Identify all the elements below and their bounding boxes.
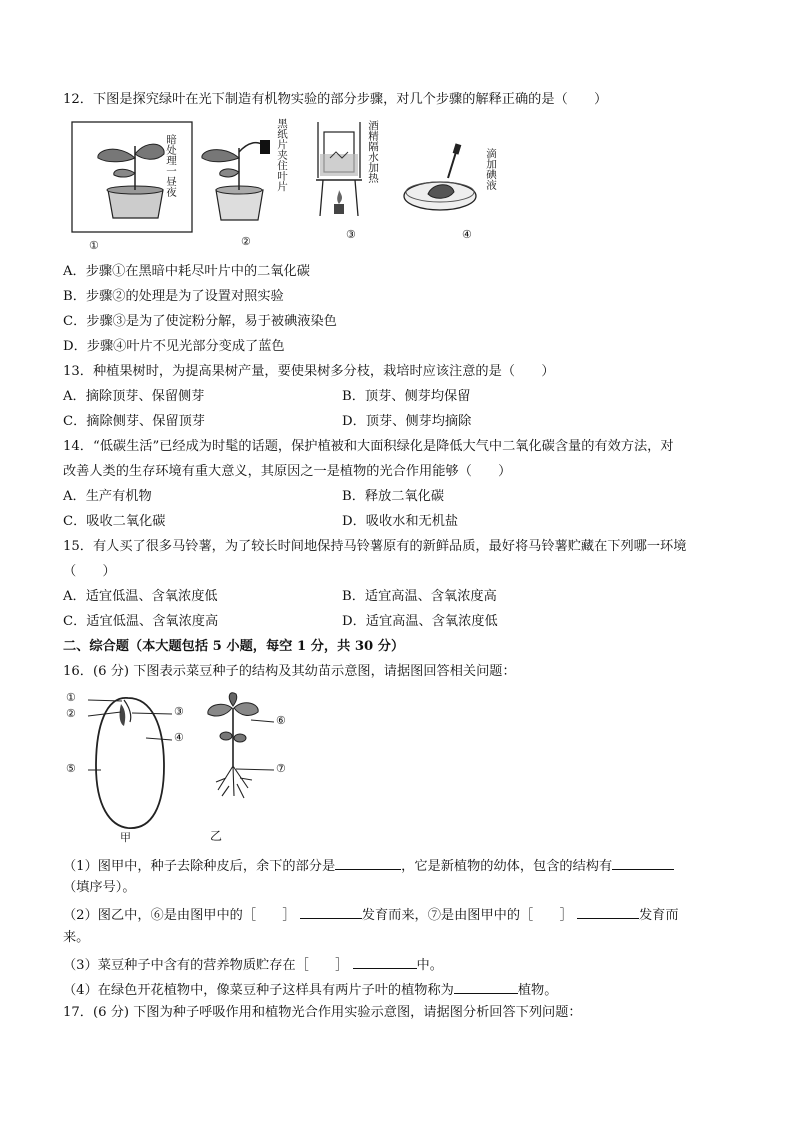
step3-water-bath-illustration	[316, 122, 362, 216]
q15-option-c: C．适宜低温、含氧浓度高	[63, 614, 219, 629]
caption-yi: 乙	[210, 829, 223, 843]
q16-p1-blank-2[interactable]	[612, 855, 674, 870]
step2-black-paper-illustration	[202, 140, 270, 220]
q12-option-b: B．步骤②的处理是为了设置对照实验	[63, 289, 284, 304]
q14-option-c: C．吸收二氧化碳	[63, 514, 166, 529]
q15-option-b: B．适宜高温、含氧浓度高	[342, 589, 497, 604]
q17-stem: 17．(6 分) 下图为种子呼吸作用和植物光合作用实验示意图，请据图分析回答下列问题：	[63, 1005, 582, 1020]
seed-label-4: ④	[174, 731, 184, 744]
q15-stem-line1: 15．有人买了很多马铃薯，为了较长时间地保持马铃薯原有的新鲜品质，最好将马铃薯贮藏在下列哪一环境	[63, 539, 687, 554]
q16-part3	[63, 954, 443, 975]
q16-p3-blank[interactable]	[353, 954, 417, 969]
q16-p3-text-b: 中。	[416, 958, 443, 973]
seedling-label-6: ⑥	[276, 714, 286, 727]
q15-option-d: D．适宜高温、含氧浓度低	[342, 614, 498, 629]
q15-option-a: A．适宜低温、含氧浓度低	[63, 589, 218, 604]
section-2-heading: 二、综合题（本大题包括 5 小题，每空 1 分，共 30 分）	[63, 639, 405, 654]
step1-label: 暗处理一昼夜	[165, 134, 177, 197]
seed-label-5: ⑤	[66, 762, 76, 775]
q13-option-a: A．摘除顶芽、保留侧芽	[63, 389, 205, 404]
q15-stem-line2: （ ）	[63, 564, 116, 579]
q16-part2-line2: 来。	[63, 930, 90, 945]
q12-figure-svg	[68, 118, 508, 253]
q16-p4-blank[interactable]	[454, 979, 518, 994]
q12-figure	[68, 118, 508, 253]
bean-seed-illustration	[88, 698, 172, 828]
seedling-label-7: ⑦	[276, 762, 286, 775]
q12-option-c: C．步骤③是为了使淀粉分解，易于被碘液染色	[63, 314, 337, 329]
q16-p4-text-a: （4）在绿色开花植物中，像菜豆种子这样具有两片子叶的植物称为	[63, 983, 454, 998]
step4-iodine-dish-illustration	[404, 143, 476, 210]
step4-label: 滴加碘液	[485, 148, 497, 190]
step3-label: 酒精隔水加热	[367, 120, 379, 183]
q14-option-d: D．吸收水和无机盐	[342, 514, 459, 529]
q14-stem-line2: 改善人类的生存环境有重大意义，其原因之一是植物的光合作用能够（ ）	[63, 464, 512, 479]
step4-number: ④	[462, 228, 472, 241]
q16-part4	[63, 979, 557, 1000]
q12-option-d: D．步骤④叶片不见光部分变成了蓝色	[63, 339, 285, 354]
q16-figure	[66, 686, 306, 844]
bean-seedling-illustration	[208, 693, 274, 798]
q13-option-b: B．顶芽、侧芽均保留	[342, 389, 471, 404]
seed-label-3: ③	[174, 705, 184, 718]
step2-label: 黑纸片夹住叶片	[276, 118, 288, 192]
step1-number: ①	[89, 239, 99, 252]
q16-figure-svg	[66, 686, 306, 844]
step2-number: ②	[241, 235, 251, 248]
q16-p2-blank-1[interactable]	[300, 904, 362, 919]
q12-option-a: A．步骤①在黑暗中耗尽叶片中的二氧化碳	[63, 264, 310, 279]
q16-p1-text-b: ，它是新植物的幼体，包含的结构有	[401, 859, 613, 874]
q14-option-a: A．生产有机物	[63, 489, 152, 504]
q16-p2-blank-2[interactable]	[577, 904, 639, 919]
q13-stem: 13．种植果树时，为提高果树产量，要使果树多分枝，栽培时应该注意的是（ ）	[63, 364, 555, 379]
q16-p4-text-b: 植物。	[517, 983, 558, 998]
q16-p2-text-a: （2）图乙中，⑥是由图甲中的［ ］	[63, 908, 296, 923]
q16-part1-line1	[63, 855, 674, 876]
q14-option-b: B．释放二氧化碳	[342, 489, 445, 504]
q16-stem: 16．(6 分) 下图表示菜豆种子的结构及其幼苗示意图，请据图回答相关问题：	[63, 664, 516, 679]
seed-label-1: ①	[66, 691, 76, 704]
q16-p1-text-a: （1）图甲中，种子去除种皮后，余下的部分是	[63, 859, 336, 874]
q12-stem: 12．下图是探究绿叶在光下制造有机物实验的部分步骤，对几个步骤的解释正确的是（ ）	[63, 92, 608, 107]
q16-p1-blank-1[interactable]	[335, 855, 401, 870]
q16-p2-text-c: 发育而	[638, 908, 679, 923]
q14-stem-line1: 14．“低碳生活”已经成为时髦的话题，保护植被和大面积绿化是降低大气中二氧化碳含量的有效方法，对	[63, 439, 674, 454]
step3-number: ③	[346, 228, 356, 241]
caption-jia: 甲	[120, 831, 131, 844]
seed-label-2: ②	[66, 707, 76, 720]
q16-p3-text-a: （3）菜豆种子中含有的营养物质贮存在［ ］	[63, 958, 349, 973]
q13-option-d: D．顶芽、侧芽均摘除	[342, 414, 472, 429]
q16-part2-line1	[63, 904, 679, 925]
q16-part1-line2: （填序号）。	[63, 880, 136, 895]
q16-p2-text-b: 发育而来，⑦是由图甲中的［ ］	[361, 908, 573, 923]
q13-option-c: C．摘除侧芽、保留顶芽	[63, 414, 205, 429]
